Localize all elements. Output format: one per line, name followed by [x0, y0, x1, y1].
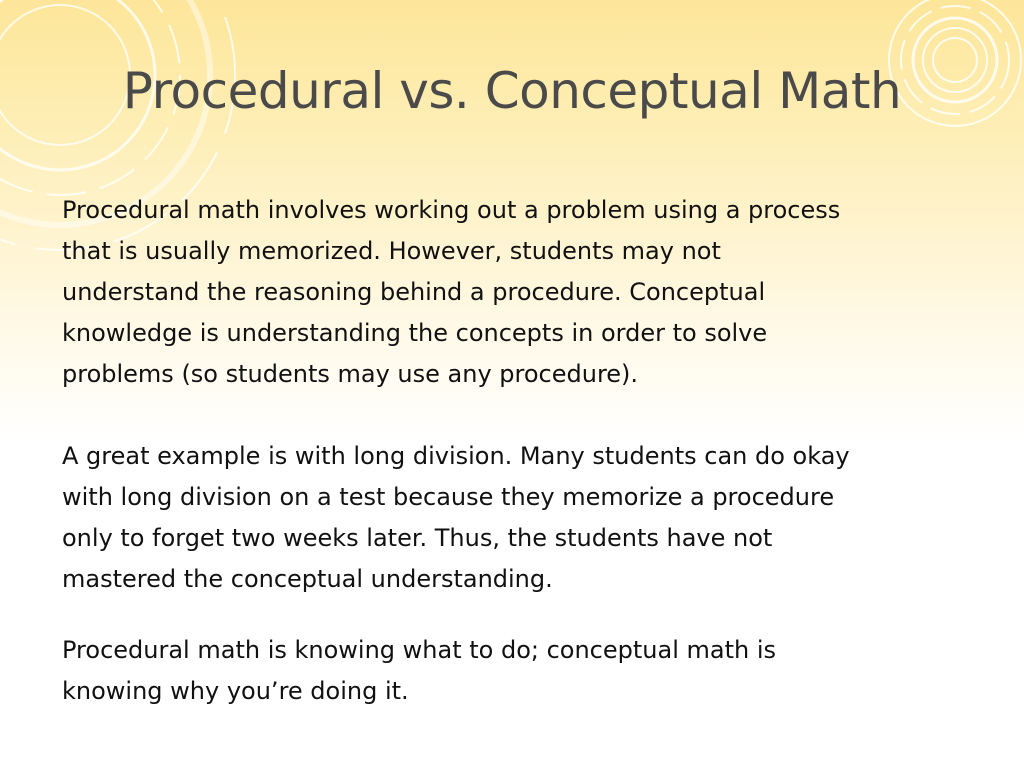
- paragraph-definition: Procedural math involves working out a problem using a process that is usually memorized. However, students may not understand the reasoning behind a procedure. Conceptual knowledge is understanding the concepts in order to solve problems (so students may use any procedure).: [62, 196, 841, 388]
- paragraph-summary: Procedural math is knowing what to do; conceptual math is knowing why you’re doing it.: [62, 636, 777, 705]
- slide-body: [62, 190, 972, 712]
- paragraph-example: A great example is with long division. Many students can do okay with long division on a test because they memorize a procedure only to forget two weeks later. Thus, the students have not mastered the conceptual understanding.: [62, 442, 850, 593]
- slide-title: Procedural vs. Conceptual Math: [122, 62, 902, 120]
